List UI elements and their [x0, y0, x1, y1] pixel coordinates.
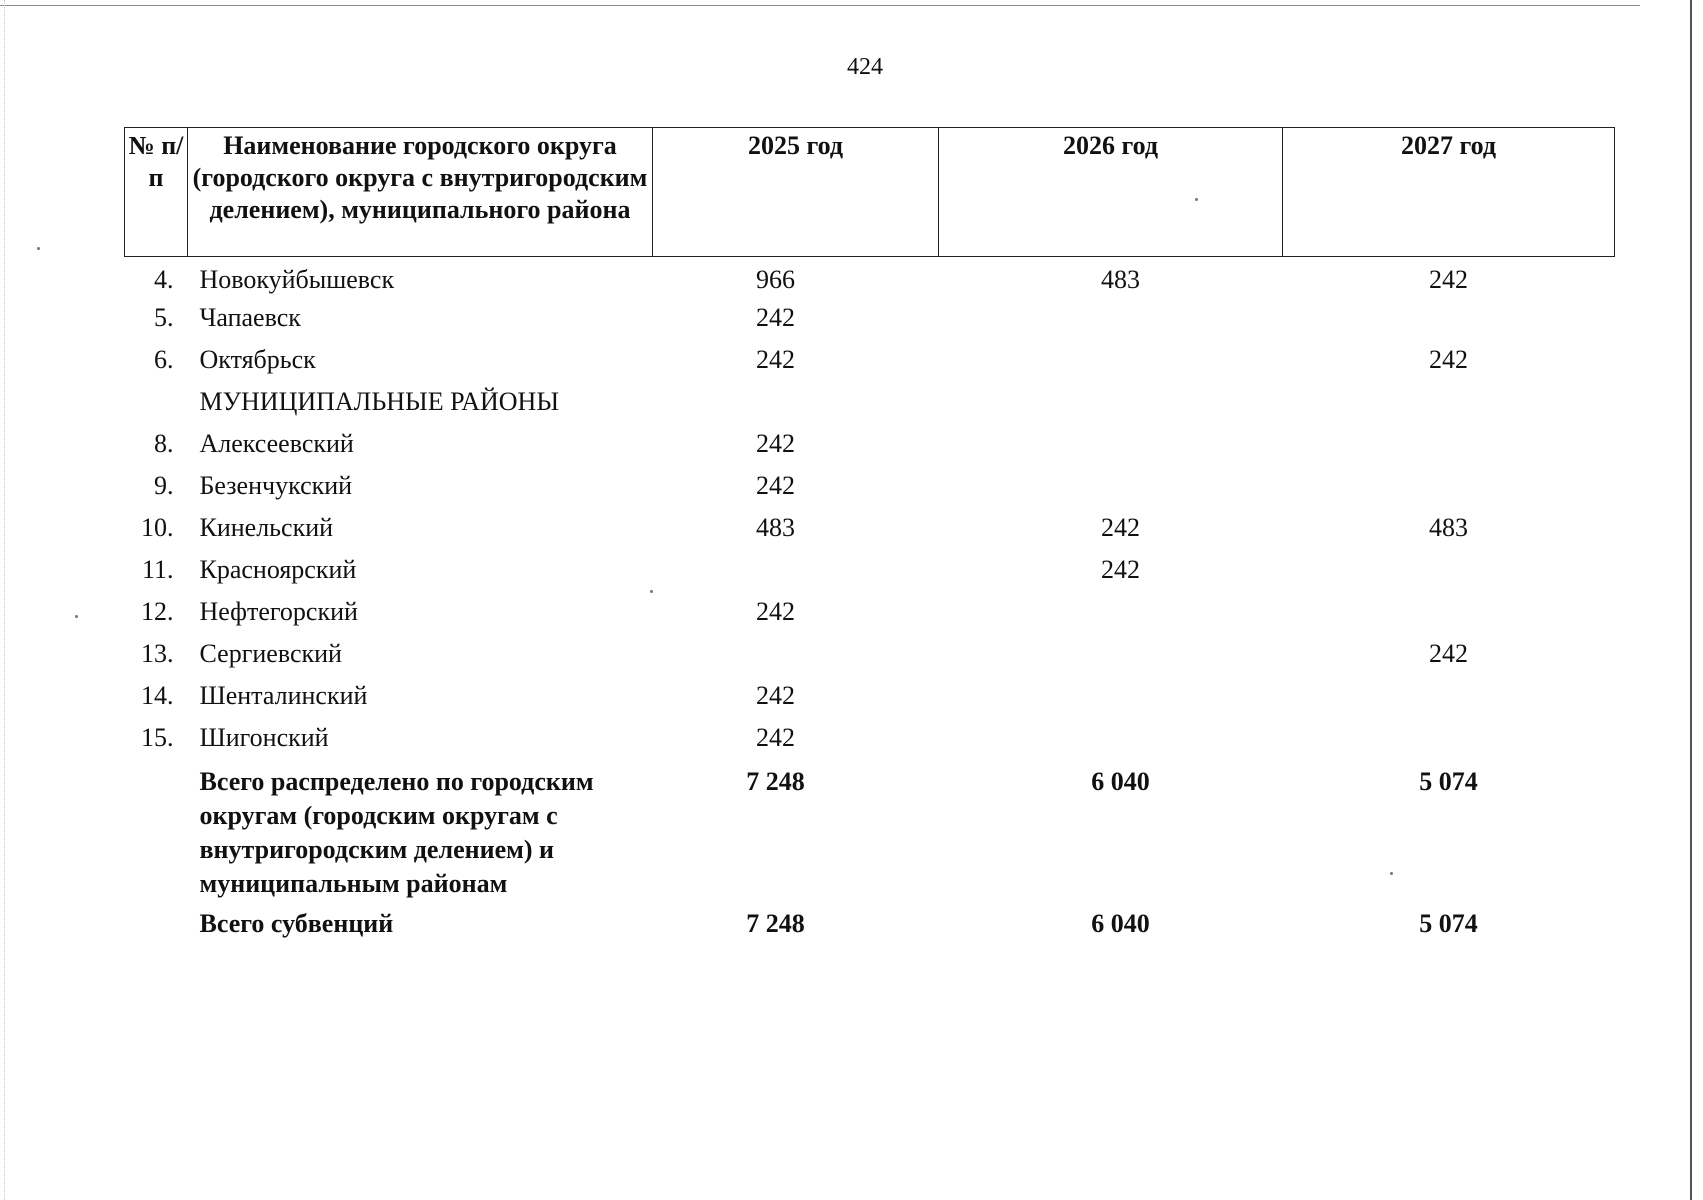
row-name: Новокуйбышевск — [199, 265, 395, 294]
header-2027: 2027 год — [1283, 128, 1615, 257]
row-number: 6. — [154, 345, 174, 374]
scan-left-edge — [4, 0, 5, 1200]
row-2026 — [939, 257, 1283, 302]
total-2027-value: 5 074 — [1419, 909, 1478, 938]
row-name: Сергиевский — [199, 639, 342, 668]
row-name: Шигонский — [199, 723, 329, 752]
row-name: Безенчукский — [199, 471, 353, 500]
row-2026 — [939, 637, 1283, 679]
row-2026 — [939, 721, 1283, 763]
row-2027-value: 242 — [1429, 265, 1468, 294]
page-number: 424 — [847, 54, 883, 80]
row-2025-value: 242 — [756, 345, 795, 374]
row-name: Кинельский — [199, 513, 334, 542]
row-2027 — [1283, 721, 1615, 763]
row-2026-value: 242 — [1101, 555, 1140, 584]
row-2025 — [653, 385, 939, 427]
header-row — [125, 128, 1615, 257]
row-2026 — [939, 469, 1283, 511]
row-2026 — [939, 427, 1283, 469]
row-number: 12. — [141, 597, 174, 626]
row-number: 13. — [141, 639, 174, 668]
row-2026-value: 483 — [1101, 265, 1140, 294]
row-name: Алексеевский — [199, 429, 354, 458]
row-name: Шенталинский — [199, 681, 368, 710]
row-2026-value: 242 — [1101, 513, 1140, 542]
total-2026 — [939, 763, 1283, 905]
table-row — [125, 553, 1615, 595]
row-number: 10. — [141, 513, 174, 542]
total-number-empty — [125, 905, 188, 949]
row-2026 — [939, 511, 1283, 553]
total-2026-value: 6 040 — [1091, 909, 1150, 938]
row-2025-value: 242 — [756, 429, 795, 458]
row-2026 — [939, 301, 1283, 343]
allocation-table-wrapper — [124, 127, 1614, 949]
row-name: Чапаевск — [199, 303, 301, 332]
row-2025-value: 242 — [756, 723, 795, 752]
table-row — [125, 721, 1615, 763]
row-2025-value: 242 — [756, 303, 795, 332]
row-2026 — [939, 679, 1283, 721]
row-2027-value: 483 — [1429, 513, 1468, 542]
total-2027 — [1283, 905, 1615, 949]
total-2027 — [1283, 763, 1615, 905]
table-row — [125, 257, 1615, 302]
row-2025 — [653, 721, 939, 763]
total-2026-value: 6 040 — [1091, 767, 1150, 796]
total-2025-value: 7 248 — [746, 909, 805, 938]
row-2025 — [653, 257, 939, 302]
row-2027 — [1283, 427, 1615, 469]
row-name: Нефтегорский — [199, 597, 358, 626]
row-number: 9. — [154, 471, 174, 500]
row-2027 — [1283, 301, 1615, 343]
table-row — [125, 427, 1615, 469]
table-row — [125, 301, 1615, 343]
total-distributed-row — [125, 763, 1615, 905]
row-2027 — [1283, 679, 1615, 721]
table-row — [125, 511, 1615, 553]
total-2026 — [939, 905, 1283, 949]
row-2027 — [1283, 343, 1615, 385]
row-2025-value: 966 — [756, 265, 795, 294]
table-row — [125, 637, 1615, 679]
total-2027-value: 5 074 — [1419, 767, 1478, 796]
row-2025 — [653, 469, 939, 511]
scan-top-edge — [0, 5, 1640, 6]
row-2027 — [1283, 637, 1615, 679]
scan-speck — [650, 590, 653, 593]
row-2025 — [653, 679, 939, 721]
scan-speck — [1390, 872, 1393, 875]
table-row — [125, 679, 1615, 721]
row-2027 — [1283, 257, 1615, 302]
header-2025: 2025 год — [653, 128, 939, 257]
row-2027 — [1283, 385, 1615, 427]
header-name: Наименование городского округа (городского округа с внутригородским делением), муниципального района — [188, 128, 653, 257]
row-2025 — [653, 553, 939, 595]
row-name: Октябрьск — [199, 345, 316, 374]
total-label: Всего субвенций — [199, 909, 394, 938]
row-2025 — [653, 427, 939, 469]
row-2025-value: 242 — [756, 471, 795, 500]
row-2027-value: 242 — [1429, 639, 1468, 668]
table-header — [125, 128, 1615, 257]
row-2025 — [653, 301, 939, 343]
row-name: Красноярский — [199, 555, 357, 584]
row-number — [125, 385, 188, 427]
total-2025-value: 7 248 — [746, 767, 805, 796]
row-2025-value: 483 — [756, 513, 795, 542]
row-2027 — [1283, 469, 1615, 511]
row-2026 — [939, 385, 1283, 427]
header-number: № п/п — [125, 128, 188, 257]
scan-speck — [75, 615, 78, 618]
table-row — [125, 469, 1615, 511]
total-number-empty — [125, 763, 188, 905]
row-number: 4. — [154, 265, 174, 294]
total-2025 — [653, 905, 939, 949]
scan-speck — [1195, 198, 1198, 201]
row-2025 — [653, 595, 939, 637]
total-label: Всего распределено по городским округам (городским округам с внутригородским делением) и муниципальным районам — [199, 767, 594, 898]
row-number: 14. — [141, 681, 174, 710]
table-body — [125, 257, 1615, 950]
row-2027 — [1283, 511, 1615, 553]
header-2026: 2026 год — [939, 128, 1283, 257]
row-2025 — [653, 343, 939, 385]
row-2027 — [1283, 553, 1615, 595]
row-2025-value: 242 — [756, 597, 795, 626]
row-2025-value: 242 — [756, 681, 795, 710]
row-2025 — [653, 637, 939, 679]
row-name: МУНИЦИПАЛЬНЫЕ РАЙОНЫ — [199, 387, 559, 416]
row-number: 5. — [154, 303, 174, 332]
row-number: 8. — [154, 429, 174, 458]
row-number: 15. — [141, 723, 174, 752]
row-2025 — [653, 511, 939, 553]
table-row — [125, 595, 1615, 637]
allocation-table — [124, 127, 1615, 949]
scan-right-edge — [1690, 0, 1692, 1200]
row-2026 — [939, 343, 1283, 385]
row-2026 — [939, 595, 1283, 637]
scan-speck — [37, 247, 40, 250]
total-2025 — [653, 763, 939, 905]
row-2027 — [1283, 595, 1615, 637]
table-row — [125, 343, 1615, 385]
total-subventions-row — [125, 905, 1615, 949]
table-row — [125, 385, 1615, 427]
row-number: 11. — [141, 555, 174, 584]
row-2027-value: 242 — [1429, 345, 1468, 374]
row-2026 — [939, 553, 1283, 595]
